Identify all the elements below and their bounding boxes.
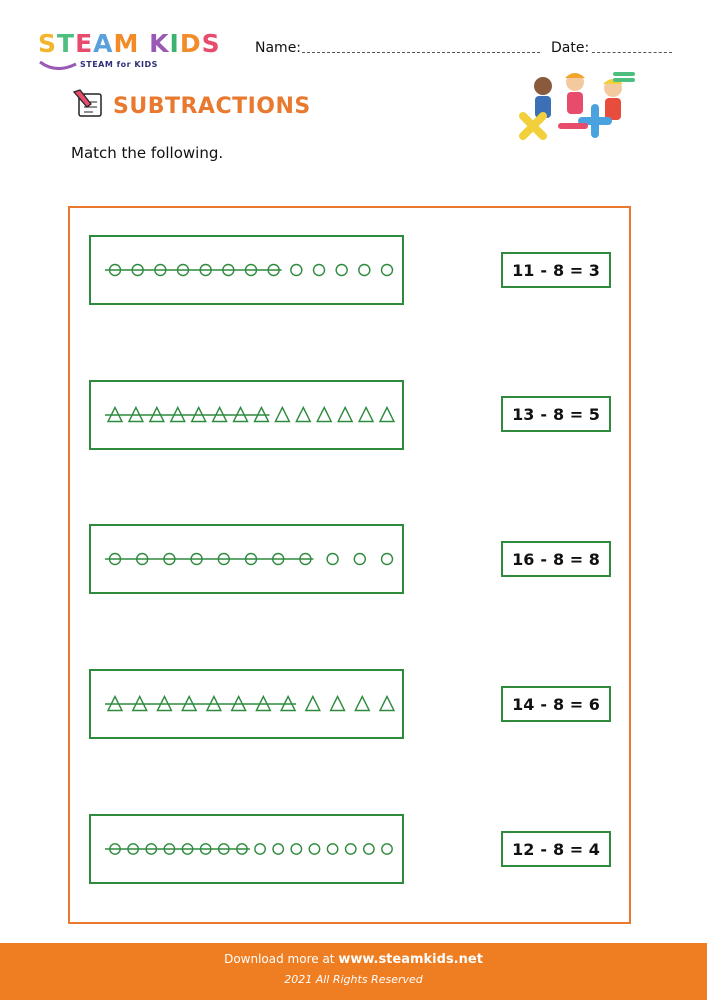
equation-rest: 8 = 5: [553, 404, 600, 424]
circle-shape: [291, 844, 301, 854]
circle-shape: [364, 844, 374, 854]
circle-shape: [359, 265, 370, 276]
shape-group-box[interactable]: [89, 814, 404, 884]
logo-letter: T: [57, 29, 76, 58]
shape-group-box[interactable]: [89, 669, 404, 739]
circle-shape: [382, 554, 393, 565]
logo-wordmark: [38, 30, 238, 58]
equation-rest: 8 = 8: [553, 549, 600, 569]
date-input-line[interactable]: [592, 52, 672, 53]
logo-letter: E: [75, 29, 94, 58]
circle-shape: [314, 265, 325, 276]
shape-group: [91, 382, 402, 448]
triangle-shape: [331, 697, 345, 711]
equation-rest: 8 = 3: [553, 260, 600, 280]
logo-letter: S: [201, 29, 221, 58]
equation-box[interactable]: [501, 541, 611, 577]
equation-rest: 8 = 6: [553, 694, 600, 714]
logo-swoosh-icon: [38, 58, 78, 74]
circle-shape: [346, 844, 356, 854]
triangle-shape: [380, 697, 394, 711]
equation-box[interactable]: [501, 396, 611, 432]
circle-shape: [382, 844, 392, 854]
triangle-shape: [355, 697, 369, 711]
circle-shape: [309, 844, 319, 854]
equation-minus: -: [540, 549, 548, 569]
equation-minus: -: [540, 839, 548, 859]
equation-minuend: 12: [512, 839, 535, 859]
footer-download-prefix: Download more at: [224, 952, 339, 966]
equation-box[interactable]: [501, 831, 611, 867]
circle-shape: [273, 844, 283, 854]
triangle-shape: [338, 408, 352, 422]
circle-shape: [327, 844, 337, 854]
equation-rest: 8 = 4: [553, 839, 600, 859]
instruction-text: Match the following.: [71, 144, 224, 162]
page-title: SUBTRACTIONS: [113, 94, 311, 119]
equation-minuend: 13: [512, 404, 535, 424]
steam-kids-logo: [38, 30, 238, 78]
equation-minus: -: [540, 260, 548, 280]
equation-box[interactable]: [501, 686, 611, 722]
shape-group-box[interactable]: [89, 235, 404, 305]
shape-group: [91, 526, 402, 592]
triangle-shape: [380, 408, 394, 422]
equation-minuend: 14: [512, 694, 535, 714]
name-label: Name:: [255, 40, 302, 56]
logo-letter: S: [38, 29, 58, 58]
triangle-shape: [359, 408, 373, 422]
circle-shape: [255, 844, 265, 854]
circle-shape: [382, 265, 393, 276]
footer-rights: 2021 All Rights Reserved: [284, 973, 423, 986]
name-input-line[interactable]: [302, 52, 540, 53]
footer-site-link[interactable]: www.steamkids.net: [338, 952, 483, 967]
circle-shape: [354, 554, 365, 565]
triangle-shape: [306, 697, 320, 711]
logo-letter: A: [93, 29, 114, 58]
logo-letter: [139, 30, 149, 58]
footer-download: [0, 952, 707, 967]
logo-letter: K: [149, 29, 170, 58]
shape-group: [91, 671, 402, 737]
logo-letter: I: [169, 29, 180, 58]
equation-minus: -: [540, 404, 548, 424]
equation-box[interactable]: [501, 252, 611, 288]
logo-letter: M: [113, 29, 140, 58]
shape-group: [91, 237, 402, 303]
equation-minus: -: [540, 694, 548, 714]
equation-minuend: 11: [512, 260, 535, 280]
circle-shape: [327, 554, 338, 565]
triangle-shape: [317, 408, 331, 422]
kids-math-illustration-icon: [515, 68, 640, 153]
equation-minuend: 16: [512, 549, 535, 569]
logo-subtitle: STEAM for KIDS: [80, 60, 158, 69]
circle-shape: [336, 265, 347, 276]
circle-shape: [291, 265, 302, 276]
shape-group-box[interactable]: [89, 524, 404, 594]
pencil-paper-icon: [71, 88, 105, 120]
triangle-shape: [296, 408, 310, 422]
date-label: Date:: [551, 40, 590, 56]
logo-letter: D: [179, 29, 202, 58]
shape-group-box[interactable]: [89, 380, 404, 450]
triangle-shape: [275, 408, 289, 422]
shape-group: [91, 816, 402, 882]
